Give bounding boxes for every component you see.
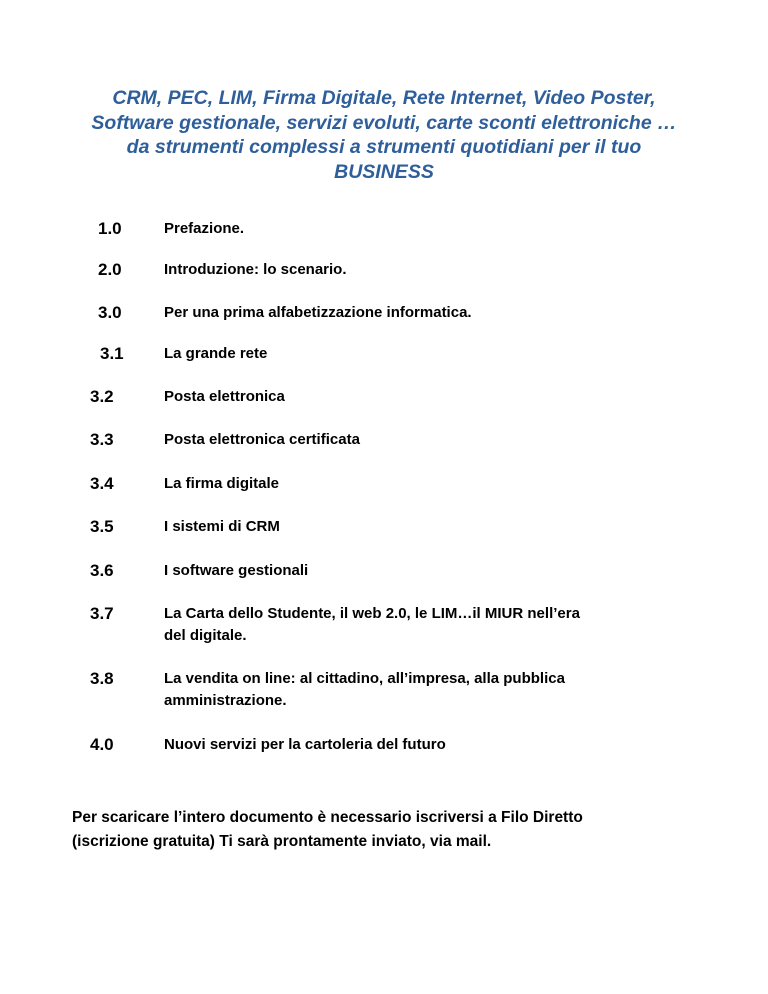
toc-title-line: amministrazione. (164, 692, 287, 709)
toc-number: 1.0 (98, 219, 122, 238)
toc-number: 2.0 (98, 260, 122, 279)
toc-title: Introduzione: lo scenario. (164, 261, 347, 278)
toc-title: La firma digitale (164, 475, 280, 492)
toc-number: 3.6 (90, 561, 114, 580)
document-title (60, 86, 708, 184)
toc-title (164, 668, 684, 712)
toc-title: I software gestionali (164, 562, 309, 579)
toc-title: I sistemi di CRM (164, 518, 280, 535)
toc-number: 3.0 (98, 303, 122, 322)
title-line: da strumenti complessi a strumenti quotidiani per il tuo (126, 136, 642, 158)
title-line: BUSINESS (334, 160, 434, 183)
toc-title: Posta elettronica (164, 388, 285, 405)
toc-number: 3.4 (90, 474, 114, 493)
toc-number: 3.8 (90, 669, 114, 688)
toc-title: Per una prima alfabetizzazione informatica. (164, 304, 472, 321)
toc-number: 3.5 (90, 517, 114, 536)
toc-number: 3.2 (90, 387, 114, 406)
toc-title: Nuovi servizi per la cartoleria del futuro (164, 736, 446, 753)
toc-title: La grande rete (164, 345, 268, 362)
toc-title: Prefazione. (164, 220, 245, 237)
notice-line: (iscrizione gratuita) Ti sarà prontamente inviato, via mail. (72, 833, 492, 850)
download-notice (72, 806, 712, 854)
toc-title-line: del digitale. (164, 627, 247, 644)
title-line: Software gestionale, servizi evoluti, carte sconti elettroniche … (91, 111, 677, 134)
toc-number: 3.7 (90, 604, 114, 623)
notice-line: Per scaricare l’intero documento è necessario iscriversi a Filo Diretto (72, 809, 583, 826)
toc-title-line: La Carta dello Studente, il web 2.0, le LIM…il MIUR nell’era (164, 605, 580, 622)
toc-title-line: La vendita on line: al cittadino, all’impresa, alla pubblica (164, 670, 565, 687)
toc-number: 3.3 (90, 430, 114, 449)
toc-title: Posta elettronica certificata (164, 431, 360, 448)
toc-number: 4.0 (90, 735, 114, 754)
toc-title (164, 603, 684, 647)
toc-number: 3.1 (100, 344, 124, 363)
title-line: CRM, PEC, LIM, Firma Digitale, Rete Internet, Video Poster, (112, 87, 656, 109)
